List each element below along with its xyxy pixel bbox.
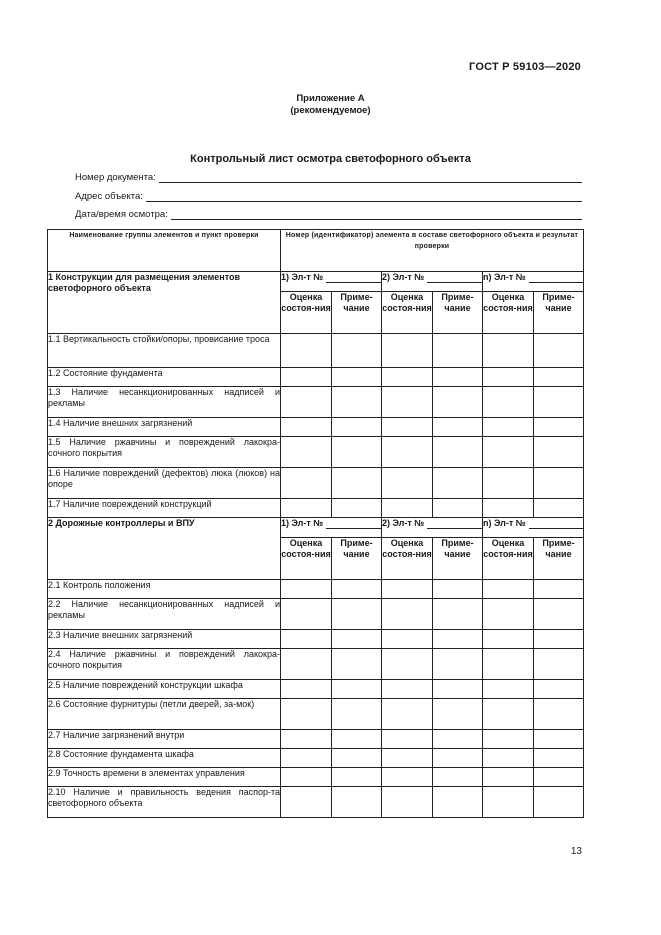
element-number-label: n) Эл-т № [483,518,526,528]
note-cell[interactable] [332,749,382,768]
note-cell[interactable] [433,368,483,387]
note-cell[interactable] [534,437,584,468]
note-header: Приме-чание [433,292,483,334]
table-row [48,787,584,818]
evaluation-cell[interactable] [382,437,433,468]
table-row [48,334,584,368]
note-cell[interactable] [332,599,382,630]
note-cell[interactable] [534,387,584,418]
evaluation-cell[interactable] [382,599,433,630]
note-cell[interactable] [534,730,584,749]
check-item-label: 2.6 Состояние фурнитуры (петли дверей, за-мок) [48,699,281,730]
note-cell[interactable] [433,580,483,599]
note-header: Приме-чание [534,538,584,580]
check-item-label: 2.5 Наличие повреждений конструкции шкафа [48,680,281,699]
note-cell[interactable] [332,730,382,749]
table-row [48,768,584,787]
note-header: Приме-чание [433,538,483,580]
check-item-label: 1.6 Наличие повреждений (дефектов) люка (люков) на опоре [48,468,281,499]
element-number-blank[interactable] [326,273,381,283]
fill-line[interactable] [171,210,582,220]
note-cell[interactable] [332,768,382,787]
evaluation-cell[interactable] [382,418,433,437]
element-number-cell [483,518,584,538]
evaluation-header: Оценка состоя-ния [281,538,332,580]
check-item-label: 2.8 Состояние фундамента шкафа [48,749,281,768]
section-title: 1 Конструкции для размещения элементов светофорного объекта [48,272,281,334]
note-cell[interactable] [534,680,584,699]
evaluation-header: Оценка состоя-ния [483,292,534,334]
note-cell[interactable] [433,334,483,368]
note-header: Приме-чание [332,538,382,580]
field-label: Дата/время осмотра: [75,209,168,220]
evaluation-cell[interactable] [382,649,433,680]
field-label: Номер документа: [75,172,156,183]
note-cell[interactable] [332,680,382,699]
table-row [48,599,584,630]
check-item-label: 2.9 Точность времени в элементах управления [48,768,281,787]
note-cell[interactable] [332,437,382,468]
evaluation-cell[interactable] [483,580,534,599]
evaluation-cell[interactable] [281,437,332,468]
evaluation-cell[interactable] [382,499,433,518]
check-item-label: 1.5 Наличие ржавчины и повреждений лакокра-сочного покрытия [48,437,281,468]
table-row [48,580,584,599]
section-title: 2 Дорожные контроллеры и ВПУ [48,518,281,580]
evaluation-cell[interactable] [483,334,534,368]
checklist-table [47,229,584,818]
note-cell[interactable] [433,418,483,437]
page-number: 13 [570,846,582,857]
note-header: Приме-чание [332,292,382,334]
element-number-label: n) Эл-т № [483,272,526,282]
note-cell[interactable] [433,768,483,787]
table-row [48,730,584,749]
evaluation-cell[interactable] [281,418,332,437]
evaluation-cell[interactable] [382,768,433,787]
note-cell[interactable] [534,630,584,649]
evaluation-cell[interactable] [483,730,534,749]
evaluation-cell[interactable] [382,699,433,730]
evaluation-header: Оценка состоя-ния [382,538,433,580]
evaluation-cell[interactable] [483,599,534,630]
evaluation-cell[interactable] [281,387,332,418]
evaluation-cell[interactable] [281,768,332,787]
evaluation-cell[interactable] [281,680,332,699]
note-cell[interactable] [332,368,382,387]
note-cell[interactable] [332,580,382,599]
document-code: ГОСТ Р 59103—2020 [469,61,581,73]
appendix-status: (рекомендуемое) [290,105,371,116]
header-group-name: Наименование группы элементов и пункт проверки [48,230,281,272]
table-row [48,387,584,418]
note-cell[interactable] [534,649,584,680]
table-row [48,649,584,680]
check-item-label: 1.2 Состояние фундамента [48,368,281,387]
note-cell[interactable] [433,599,483,630]
table-row [48,418,584,437]
check-item-label: 1.3 Наличие несанкционированных надписей и рекламы [48,387,281,418]
element-number-blank[interactable] [326,519,381,529]
table-row [48,437,584,468]
check-item-label: 1.7 Наличие повреждений конструкций [48,499,281,518]
fill-line[interactable] [146,192,582,202]
element-number-label: 2) Эл-т № [382,272,425,282]
evaluation-cell[interactable] [281,580,332,599]
note-cell[interactable] [534,749,584,768]
appendix-label: Приложение А [296,93,365,104]
note-cell[interactable] [433,499,483,518]
note-cell[interactable] [332,699,382,730]
inspection-datetime-field[interactable] [75,208,582,220]
element-number-cell [281,272,382,292]
evaluation-cell[interactable] [281,749,332,768]
element-number-blank[interactable] [427,519,482,529]
note-cell[interactable] [534,580,584,599]
element-number-cell [382,518,483,538]
table-row [48,680,584,699]
evaluation-cell[interactable] [281,787,332,818]
table-header-row [48,230,584,272]
note-cell[interactable] [332,418,382,437]
note-cell[interactable] [433,387,483,418]
evaluation-cell[interactable] [483,699,534,730]
evaluation-cell[interactable] [483,630,534,649]
check-item-label: 2.2 Наличие несанкционированных надписей и рекламы [48,599,281,630]
evaluation-cell[interactable] [483,499,534,518]
evaluation-cell[interactable] [281,730,332,749]
evaluation-cell[interactable] [483,787,534,818]
note-cell[interactable] [534,334,584,368]
section-header-row [48,272,584,292]
note-cell[interactable] [433,468,483,499]
evaluation-cell[interactable] [483,468,534,499]
note-cell[interactable] [332,649,382,680]
field-label: Адрес объекта: [75,191,143,202]
table-row [48,699,584,730]
evaluation-cell[interactable] [281,699,332,730]
evaluation-cell[interactable] [483,749,534,768]
check-item-label: 2.4 Наличие ржавчины и повреждений лакокра-сочного покрытия [48,649,281,680]
evaluation-cell[interactable] [382,787,433,818]
evaluation-cell[interactable] [382,334,433,368]
evaluation-cell[interactable] [281,334,332,368]
evaluation-cell[interactable] [483,418,534,437]
evaluation-cell[interactable] [382,730,433,749]
note-cell[interactable] [433,680,483,699]
element-number-cell [483,272,584,292]
note-cell[interactable] [534,699,584,730]
evaluation-cell[interactable] [382,749,433,768]
table-row [48,499,584,518]
element-number-cell [281,518,382,538]
note-cell[interactable] [433,630,483,649]
object-address-field[interactable] [75,190,582,202]
note-cell[interactable] [534,768,584,787]
evaluation-cell[interactable] [483,649,534,680]
check-item-label: 2.10 Наличие и правильность ведения паспор-та светофорного объекта [48,787,281,818]
evaluation-cell[interactable] [483,368,534,387]
note-cell[interactable] [433,699,483,730]
evaluation-cell[interactable] [281,468,332,499]
note-cell[interactable] [534,468,584,499]
evaluation-cell[interactable] [382,680,433,699]
note-cell[interactable] [332,499,382,518]
evaluation-cell[interactable] [281,599,332,630]
element-number-blank[interactable] [427,273,482,283]
note-cell[interactable] [534,418,584,437]
evaluation-cell[interactable] [483,768,534,787]
evaluation-header: Оценка состоя-ния [281,292,332,334]
evaluation-cell[interactable] [483,387,534,418]
check-item-label: 1.1 Вертикальность стойки/опоры, провисание троса [48,334,281,368]
evaluation-cell[interactable] [382,368,433,387]
evaluation-header: Оценка состоя-ния [483,538,534,580]
evaluation-cell[interactable] [382,630,433,649]
evaluation-cell[interactable] [382,468,433,499]
evaluation-cell[interactable] [281,649,332,680]
note-header: Приме-чание [534,292,584,334]
note-cell[interactable] [332,468,382,499]
evaluation-cell[interactable] [382,387,433,418]
note-cell[interactable] [433,787,483,818]
table-row [48,630,584,649]
note-cell[interactable] [534,599,584,630]
document-number-field[interactable] [75,171,582,183]
element-number-cell [382,272,483,292]
note-cell[interactable] [332,334,382,368]
check-item-label: 1.4 Наличие внешних загрязнений [48,418,281,437]
element-number-blank[interactable] [529,273,583,283]
evaluation-cell[interactable] [483,680,534,699]
element-number-label: 1) Эл-т № [281,518,324,528]
evaluation-cell[interactable] [483,437,534,468]
evaluation-cell[interactable] [281,499,332,518]
note-cell[interactable] [433,437,483,468]
form-title: Контрольный лист осмотра светофорного объекта [190,153,471,165]
element-number-blank[interactable] [529,519,583,529]
note-cell[interactable] [332,787,382,818]
fill-line[interactable] [159,173,582,183]
note-cell[interactable] [433,749,483,768]
check-item-label: 2.3 Наличие внешних загрязнений [48,630,281,649]
element-number-label: 1) Эл-т № [281,272,324,282]
note-cell[interactable] [332,387,382,418]
note-cell[interactable] [534,787,584,818]
table-row [48,368,584,387]
evaluation-header: Оценка состоя-ния [382,292,433,334]
header-element-result: Номер (идентификатор) элемента в составе светофорного объекта и результат проверки [281,230,584,272]
note-cell[interactable] [433,730,483,749]
note-cell[interactable] [534,499,584,518]
check-item-label: 2.7 Наличие загрязнений внутри [48,730,281,749]
note-cell[interactable] [534,368,584,387]
table-row [48,468,584,499]
note-cell[interactable] [332,630,382,649]
check-item-label: 2.1 Контроль положения [48,580,281,599]
note-cell[interactable] [433,649,483,680]
element-number-label: 2) Эл-т № [382,518,425,528]
evaluation-cell[interactable] [281,368,332,387]
table-row [48,749,584,768]
evaluation-cell[interactable] [281,630,332,649]
section-header-row [48,518,584,538]
evaluation-cell[interactable] [382,580,433,599]
